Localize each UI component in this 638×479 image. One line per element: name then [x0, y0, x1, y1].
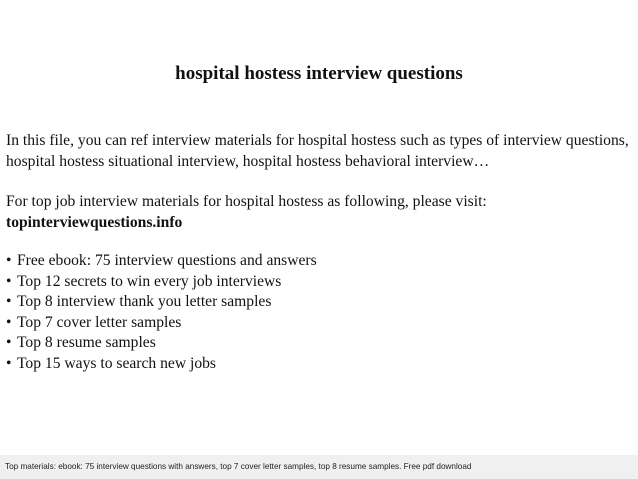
slide-body — [6, 131, 632, 374]
bullet-icon: • — [6, 354, 12, 372]
list-item — [6, 292, 632, 313]
visit-paragraph: For top job interview materials for hospital hostess as following, please visit: — [6, 193, 487, 210]
bullet-icon: • — [6, 334, 12, 351]
footer-bar — [0, 455, 638, 479]
website-link[interactable]: topinterviewquestions.info — [6, 213, 183, 231]
list-item-text: Top 7 cover letter samples — [17, 313, 182, 331]
list-item — [6, 251, 632, 272]
list-item-text: Free ebook: 75 interview questions and answers — [17, 252, 317, 269]
resource-list — [6, 251, 632, 374]
slide-title: hospital hostess interview questions — [175, 63, 463, 84]
bullet-icon: • — [6, 293, 12, 310]
bullet-icon: • — [6, 272, 12, 290]
bullet-icon: • — [6, 252, 12, 269]
list-item — [6, 272, 632, 293]
bullet-icon: • — [6, 313, 12, 331]
list-item — [6, 313, 632, 334]
intro-paragraph: In this file, you can ref interview materials for hospital hostess such as types of interview questions, hospital hostess situational interview, hospital hostess behavioral interview… — [6, 132, 629, 170]
list-item — [6, 354, 632, 375]
list-item-text: Top 15 ways to search new jobs — [17, 354, 216, 372]
list-item-text: Top 8 resume samples — [17, 334, 156, 351]
list-item — [6, 333, 632, 354]
list-item-text: Top 8 interview thank you letter samples — [17, 293, 272, 310]
footer-text: Top materials: ebook: 75 interview questions with answers, top 7 cover letter samples, top 8 resume samples. Free pdf download — [5, 462, 472, 471]
list-item-text: Top 12 secrets to win every job interviews — [17, 272, 282, 290]
